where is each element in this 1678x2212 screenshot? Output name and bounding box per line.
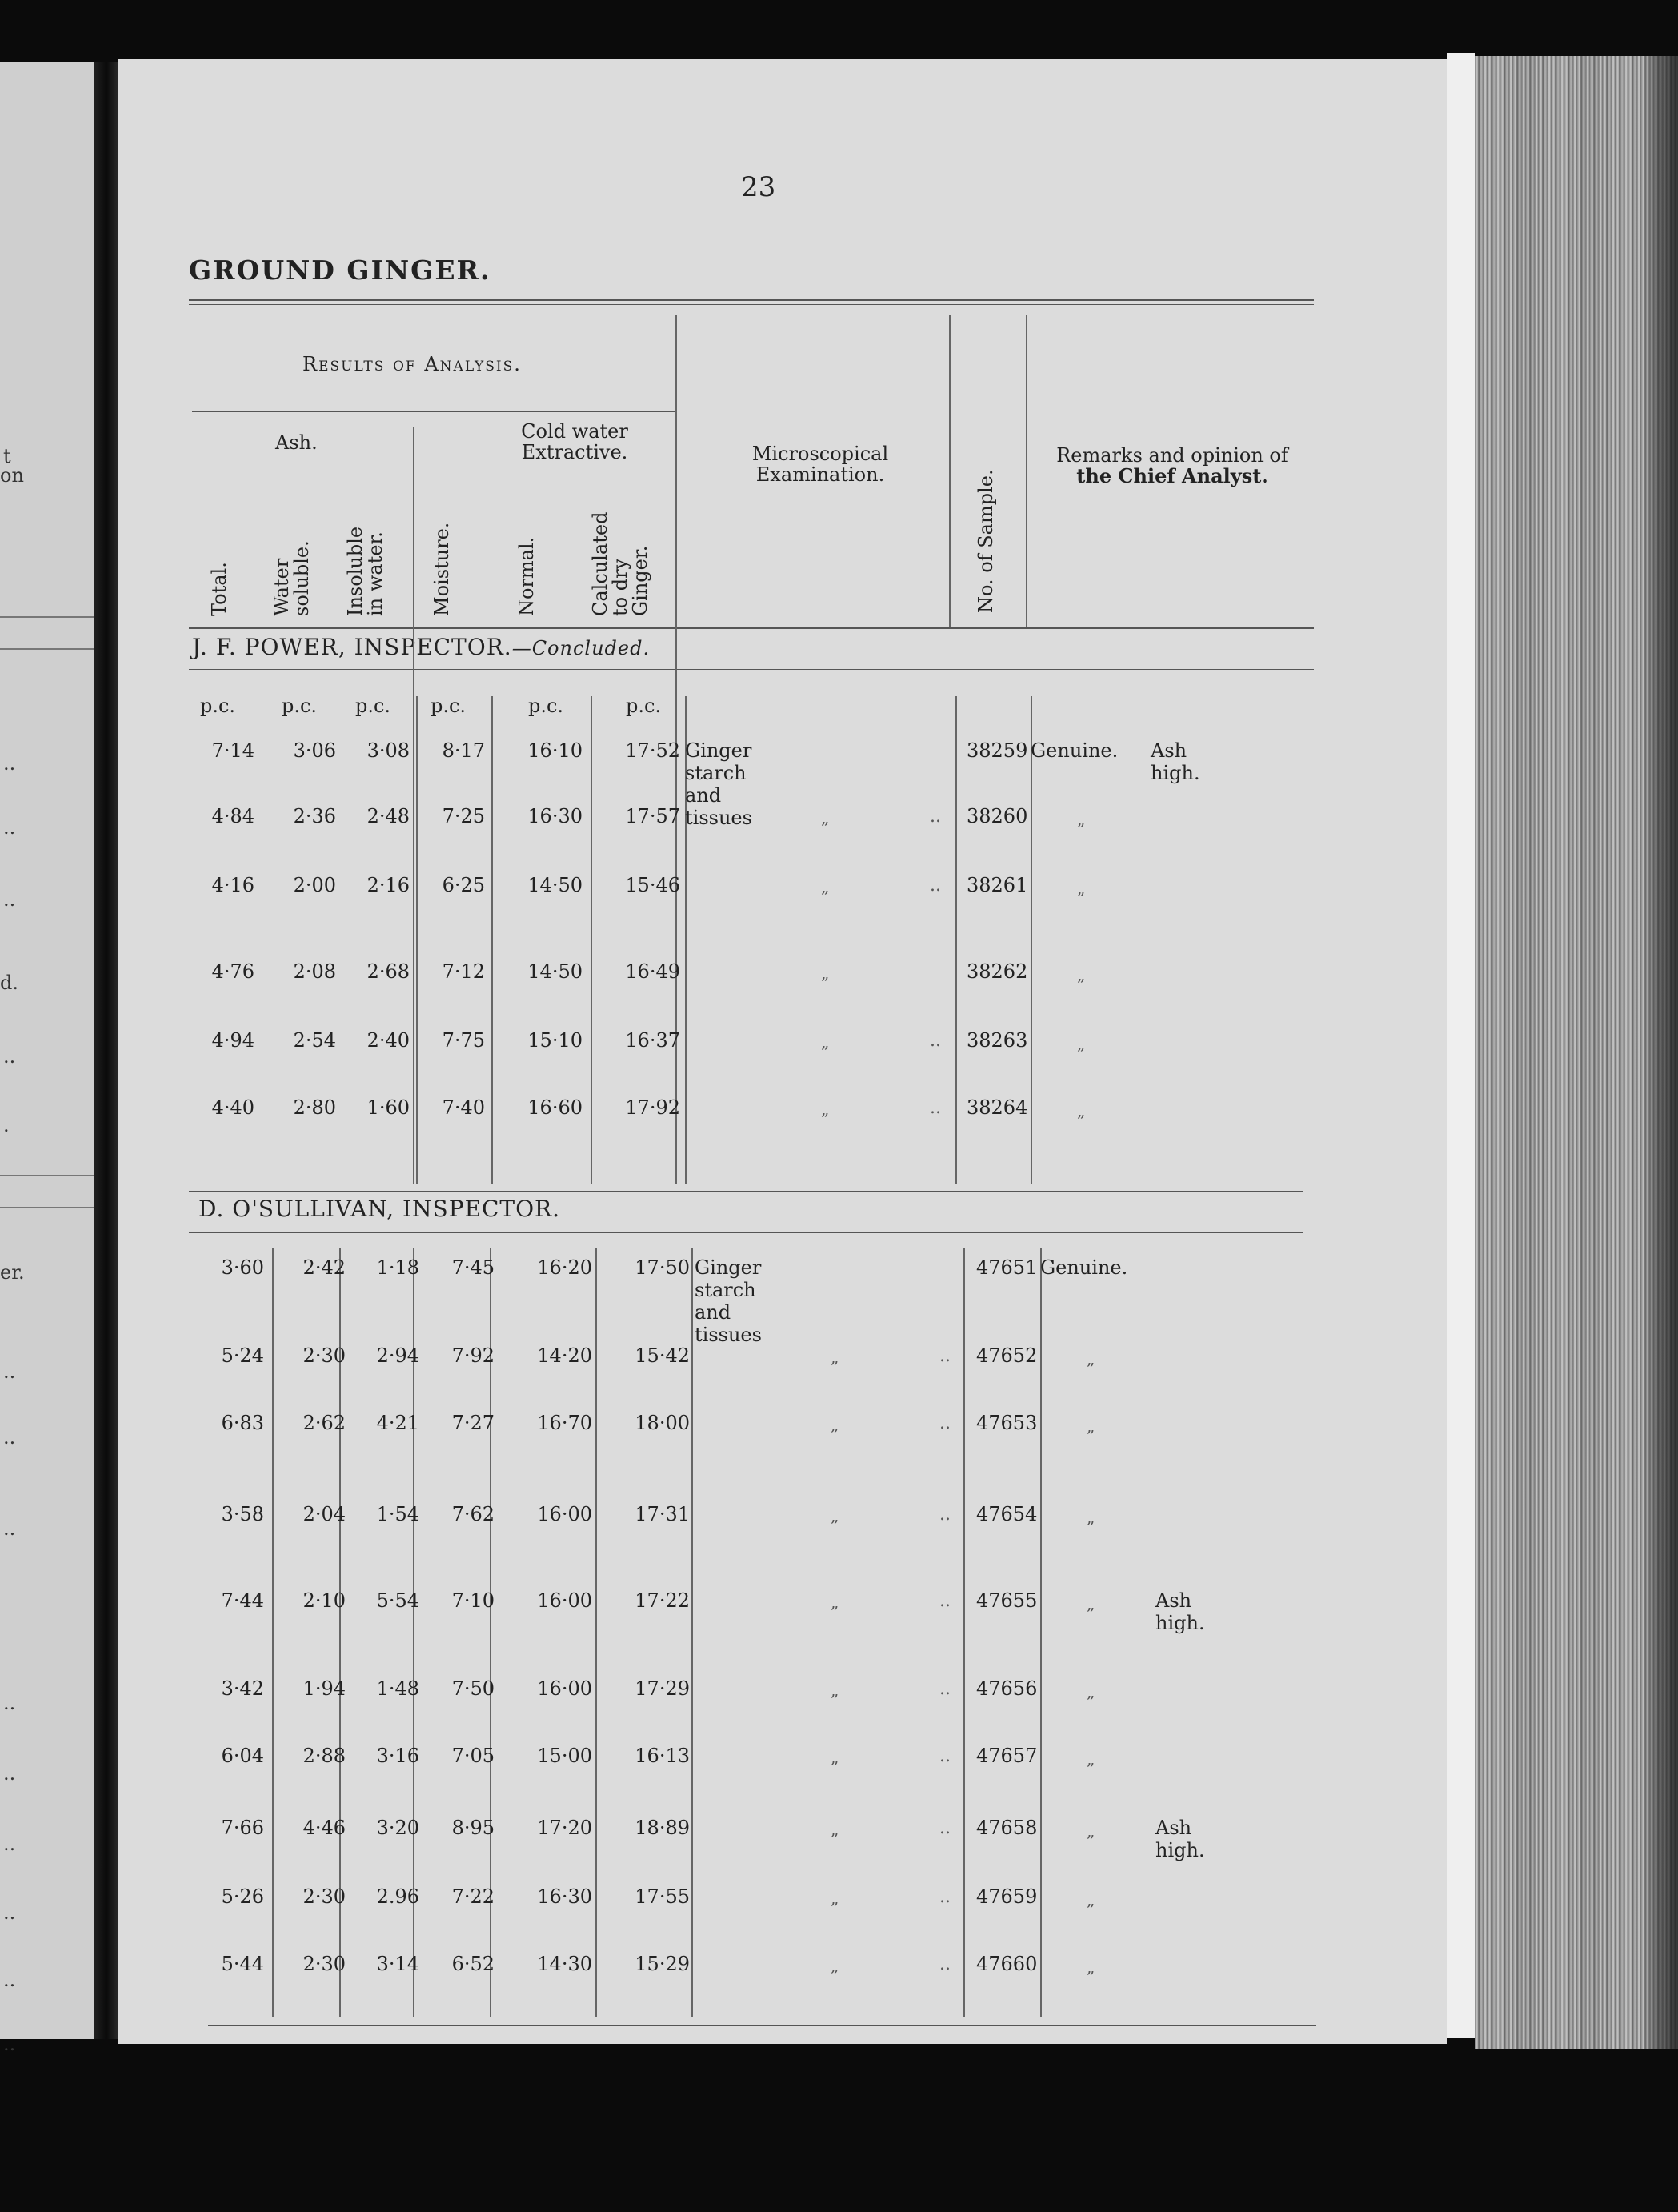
ditto-mark: „ [821, 1100, 830, 1119]
section-osullivan-rule [189, 1232, 1303, 1233]
cell-total: 4·94 [211, 1029, 254, 1052]
cell-total: 7·14 [211, 739, 254, 762]
cell-moist: 6·52 [451, 1953, 495, 1975]
cell-sample-number: 47651 [976, 1256, 1038, 1279]
cell-total: 3·60 [221, 1256, 264, 1279]
cell-sample-number: 47660 [976, 1953, 1038, 1975]
ditto-mark: „ [1077, 1034, 1086, 1053]
ditto-mark: „ [1087, 1749, 1095, 1769]
column-rule [955, 696, 957, 1184]
cell-total: 7·66 [221, 1817, 264, 1839]
cell-microscopical: Ginger starch and tissues [685, 739, 752, 829]
cell-moist: 7·22 [451, 1885, 495, 1908]
cell-sample-number: 47654 [976, 1503, 1038, 1525]
cell-sample-number: 47655 [976, 1589, 1038, 1612]
ditto-mark: „ [831, 1681, 839, 1700]
ditto-mark: „ [831, 1820, 839, 1839]
sample-number-header: No. of Sample. [975, 469, 997, 613]
ditto-mark: „ [831, 1348, 839, 1367]
cell-ins: 4·21 [376, 1412, 419, 1434]
cell-ws: 2·00 [293, 874, 336, 896]
leader-dots: .. [939, 1887, 951, 1907]
ditto-mark: „ [1087, 1958, 1095, 1977]
left-page-fragment: . [3, 1114, 10, 1136]
cell-ins: 5·54 [376, 1589, 419, 1612]
remarks-header: Remarks and opinion of the Chief Analyst. [1056, 444, 1288, 487]
cell-sample-number: 38260 [967, 805, 1028, 827]
unit-label: p.c. [625, 695, 662, 717]
column-rule [1026, 315, 1027, 627]
cold-water-header: Cold water Extractive. [521, 420, 628, 463]
unit-label: p.c. [527, 695, 564, 717]
cell-total: 4·76 [211, 960, 254, 983]
cell-ws: 3·06 [293, 739, 336, 762]
left-page-fragment: d. [0, 972, 18, 994]
left-page-fragment: t [3, 445, 11, 467]
title-rule [189, 299, 1314, 301]
cell-total: 3·42 [221, 1677, 264, 1700]
cell-calc: 18·89 [635, 1817, 690, 1839]
cell-calc: 15·29 [635, 1953, 690, 1975]
cell-calc: 16·49 [625, 960, 680, 983]
cell-sample-number: 47657 [976, 1745, 1038, 1767]
cell-ins: 2·94 [376, 1344, 419, 1367]
cell-moist: 7·45 [451, 1256, 495, 1279]
cell-moist: 7·92 [451, 1344, 495, 1367]
cell-sample-number: 47653 [976, 1412, 1038, 1434]
ditto-mark: „ [1087, 1594, 1095, 1613]
column-rule [949, 315, 951, 627]
ditto-mark: „ [831, 1956, 839, 1975]
cell-calc: 16·37 [625, 1029, 680, 1052]
page-title: GROUND GINGER. [189, 254, 491, 286]
column-rule [1040, 1248, 1042, 2017]
cell-sample-number: 47652 [976, 1344, 1038, 1367]
cell-ws: 1·94 [302, 1677, 346, 1700]
cell-ins: 1·60 [366, 1096, 410, 1119]
cell-normal: 15·00 [537, 1745, 592, 1767]
ditto-mark: „ [1077, 965, 1086, 984]
cell-ins: 2.96 [376, 1885, 419, 1908]
left-page-rule [0, 648, 94, 650]
cell-ws: 2·04 [302, 1503, 346, 1525]
cell-total: 6·83 [221, 1412, 264, 1434]
leader-dots: .. [939, 1818, 951, 1838]
cell-remark-extra: Ash high. [1151, 739, 1200, 784]
cell-calc: 17·57 [625, 805, 680, 827]
leader-dots: .. [939, 1505, 951, 1525]
cell-moist: 7·62 [451, 1503, 495, 1525]
column-rule [963, 1248, 965, 2017]
cell-normal: 16·10 [527, 739, 583, 762]
cell-ws: 2·88 [302, 1745, 346, 1767]
moisture-header: Moisture. [431, 522, 453, 616]
cell-remark-extra: Ash high. [1155, 1817, 1205, 1861]
table-bottom-rule [208, 2025, 1316, 2026]
book-page-stack [1475, 56, 1678, 2049]
leader-dots: .. [939, 1746, 951, 1766]
cell-normal: 16·30 [527, 805, 583, 827]
cell-calc: 16·13 [635, 1745, 690, 1767]
total-header: Total. [208, 562, 230, 616]
cell-calc: 15·46 [625, 874, 680, 896]
cell-normal: 16·30 [537, 1885, 592, 1908]
leader-dots: .. [930, 807, 941, 827]
ash-header: Ash. [275, 431, 318, 454]
ditto-mark: „ [1087, 1417, 1095, 1436]
cell-calc: 17·22 [635, 1589, 690, 1612]
cell-ws: 2·80 [293, 1096, 336, 1119]
cell-ws: 2·08 [293, 960, 336, 983]
cell-normal: 16·00 [537, 1589, 592, 1612]
cell-total: 5·26 [221, 1885, 264, 1908]
cell-normal: 14·50 [527, 960, 583, 983]
ditto-mark: „ [1087, 1890, 1095, 1909]
unit-label: p.c. [430, 695, 467, 717]
calculated-header: Calculated to dry Ginger. [589, 511, 651, 616]
cell-total: 6·04 [221, 1745, 264, 1767]
ditto-mark: „ [831, 1748, 839, 1767]
cell-normal: 16·00 [537, 1677, 592, 1700]
cell-normal: 14·20 [537, 1344, 592, 1367]
cell-calc: 17·31 [635, 1503, 690, 1525]
cell-ins: 1·18 [376, 1256, 419, 1279]
cell-calc: 18·00 [635, 1412, 690, 1434]
left-page-fragment: .. [3, 1762, 16, 1785]
cell-total: 4·40 [211, 1096, 254, 1119]
cell-calc: 17·92 [625, 1096, 680, 1119]
cell-normal: 16·20 [537, 1256, 592, 1279]
cell-calc: 15·42 [635, 1344, 690, 1367]
column-rule [491, 696, 493, 1184]
cell-normal: 16·70 [537, 1412, 592, 1434]
page-number: 23 [741, 171, 776, 203]
cell-moist: 7·25 [442, 805, 485, 827]
left-page-fragment: .. [3, 816, 16, 839]
cell-ins: 1·54 [376, 1503, 419, 1525]
cell-normal: 16·60 [527, 1096, 583, 1119]
cell-sample-number: 47658 [976, 1817, 1038, 1839]
cell-ins: 1·48 [376, 1677, 419, 1700]
cell-sample-number: 38263 [967, 1029, 1028, 1052]
ditto-mark: „ [1087, 1821, 1095, 1841]
section-osullivan-top-rule [189, 1191, 1303, 1192]
ditto-mark: „ [831, 1889, 839, 1908]
spine-shadow [1648, 56, 1678, 2049]
cell-total: 4·16 [211, 874, 254, 896]
ditto-mark: „ [821, 1032, 830, 1052]
section-power-heading: J. F. POWER, INSPECTOR.—Concluded. [192, 634, 651, 660]
leader-dots: .. [939, 1413, 951, 1433]
cell-ins: 3·16 [376, 1745, 419, 1767]
cell-ins: 3·08 [366, 739, 410, 762]
section-power-rule [189, 669, 1314, 670]
cell-sample-number: 47656 [976, 1677, 1038, 1700]
cell-moist: 8·95 [451, 1817, 495, 1839]
cell-calc: 17·29 [635, 1677, 690, 1700]
cell-sample-number: 38259 [967, 739, 1028, 762]
leader-dots: .. [939, 1679, 951, 1699]
cell-moist: 7·27 [451, 1412, 495, 1434]
water-soluble-header: Water soluble. [270, 540, 313, 616]
cell-ins: 2·68 [366, 960, 410, 983]
left-page-fragment: .. [3, 1426, 16, 1449]
left-page-fragment: .. [3, 1360, 16, 1383]
section-osullivan-heading: D. O'SULLIVAN, INSPECTOR. [198, 1196, 561, 1222]
cell-calc: 17·55 [635, 1885, 690, 1908]
column-rule [595, 1248, 597, 2017]
cell-moist: 6·25 [442, 874, 485, 896]
leader-dots: .. [930, 1031, 941, 1051]
ditto-mark: „ [821, 877, 830, 896]
cell-normal: 15·10 [527, 1029, 583, 1052]
ditto-mark: „ [1077, 879, 1086, 898]
column-rule [691, 1248, 693, 2017]
microscopical-header: Microscopical Examination. [751, 443, 889, 486]
cell-total: 3·58 [221, 1503, 264, 1525]
results-underline [192, 411, 675, 412]
cell-moist: 7·75 [442, 1029, 485, 1052]
cell-ws: 2·36 [293, 805, 336, 827]
ditto-mark: „ [1087, 1349, 1095, 1368]
left-page-fragment: .. [3, 1517, 16, 1540]
cell-calc: 17·50 [635, 1256, 690, 1279]
cell-ws: 2·30 [302, 1344, 346, 1367]
leader-dots: .. [939, 1591, 951, 1611]
column-rule [591, 696, 592, 1184]
cell-moist: 7·10 [451, 1589, 495, 1612]
leader-dots: .. [930, 876, 941, 896]
cell-moist: 8·17 [442, 739, 485, 762]
cell-total: 4·84 [211, 805, 254, 827]
header-bottom-rule [189, 627, 1314, 629]
cell-sample-number: 47659 [976, 1885, 1038, 1908]
cell-ins: 2·16 [366, 874, 410, 896]
cell-moist: 7·05 [451, 1745, 495, 1767]
left-page-rule [0, 1175, 94, 1176]
cell-sample-number: 38264 [967, 1096, 1028, 1119]
cell-ins: 3·20 [376, 1817, 419, 1839]
left-page-fragment: .. [3, 888, 16, 911]
page-edge [1447, 53, 1475, 2038]
leader-dots: .. [939, 1954, 951, 1974]
cell-normal: 17·20 [537, 1817, 592, 1839]
ditto-mark: „ [821, 964, 830, 983]
cell-microscopical: Ginger starch and tissues [695, 1256, 762, 1346]
left-page-rule [0, 1207, 94, 1208]
cell-ws: 4·46 [302, 1817, 346, 1839]
left-page-fragment: er. [0, 1261, 25, 1284]
left-page-fragment: .. [3, 1969, 16, 1991]
ditto-mark: „ [831, 1506, 839, 1525]
cell-ws: 2·30 [302, 1885, 346, 1908]
results-of-analysis-header: Results of Analysis. [302, 353, 522, 375]
left-page-fragment: .. [3, 1833, 16, 1855]
cell-ws: 2·42 [302, 1256, 346, 1279]
left-page-fragment: on [0, 464, 24, 487]
ditto-mark: „ [1087, 1508, 1095, 1527]
left-page-fragment: .. [3, 752, 16, 775]
cell-ins: 3·14 [376, 1953, 419, 1975]
cell-ws: 2·30 [302, 1953, 346, 1975]
left-page-fragment: .. [3, 1901, 16, 1924]
cell-calc: 17·52 [625, 739, 680, 762]
unit-label: p.c. [354, 695, 391, 717]
unit-label: p.c. [281, 695, 318, 717]
cell-moist: 7·40 [442, 1096, 485, 1119]
ditto-mark: „ [831, 1415, 839, 1434]
cell-ws: 2·54 [293, 1029, 336, 1052]
cell-ins: 2·48 [366, 805, 410, 827]
cell-remark-extra: Ash high. [1155, 1589, 1205, 1634]
column-rule [1031, 696, 1032, 1184]
left-page-fragment: .. [3, 1692, 16, 1714]
unit-label: p.c. [199, 695, 236, 717]
left-page-fragment: .. [3, 1045, 16, 1068]
cell-ws: 2·10 [302, 1589, 346, 1612]
ditto-mark: „ [1077, 810, 1086, 829]
cell-ins: 2·40 [366, 1029, 410, 1052]
cell-ws: 2·62 [302, 1412, 346, 1434]
cell-normal: 14·50 [527, 874, 583, 896]
ditto-mark: „ [1087, 1682, 1095, 1701]
left-page-rule [0, 616, 94, 618]
cell-sample-number: 38262 [967, 960, 1028, 983]
cell-sample-number: 38261 [967, 874, 1028, 896]
cell-total: 5·24 [221, 1344, 264, 1367]
cell-normal: 14·30 [537, 1953, 592, 1975]
ditto-mark: „ [1077, 1101, 1086, 1120]
left-page-fragment: .. [3, 2033, 16, 2055]
cell-remark: Genuine. [1031, 739, 1119, 762]
cell-moist: 7·12 [442, 960, 485, 983]
ditto-mark: „ [821, 808, 830, 827]
ditto-mark: „ [831, 1593, 839, 1612]
insoluble-header: Insoluble in water. [344, 526, 386, 616]
cell-remark: Genuine. [1040, 1256, 1128, 1279]
cell-moist: 7·50 [451, 1677, 495, 1700]
cell-normal: 16·00 [537, 1503, 592, 1525]
normal-header: Normal. [515, 536, 538, 616]
cell-total: 5·44 [221, 1953, 264, 1975]
leader-dots: .. [930, 1098, 941, 1118]
book-gutter [94, 62, 118, 2039]
title-rule-2 [189, 304, 1314, 305]
leader-dots: .. [939, 1346, 951, 1366]
cell-total: 7·44 [221, 1589, 264, 1612]
